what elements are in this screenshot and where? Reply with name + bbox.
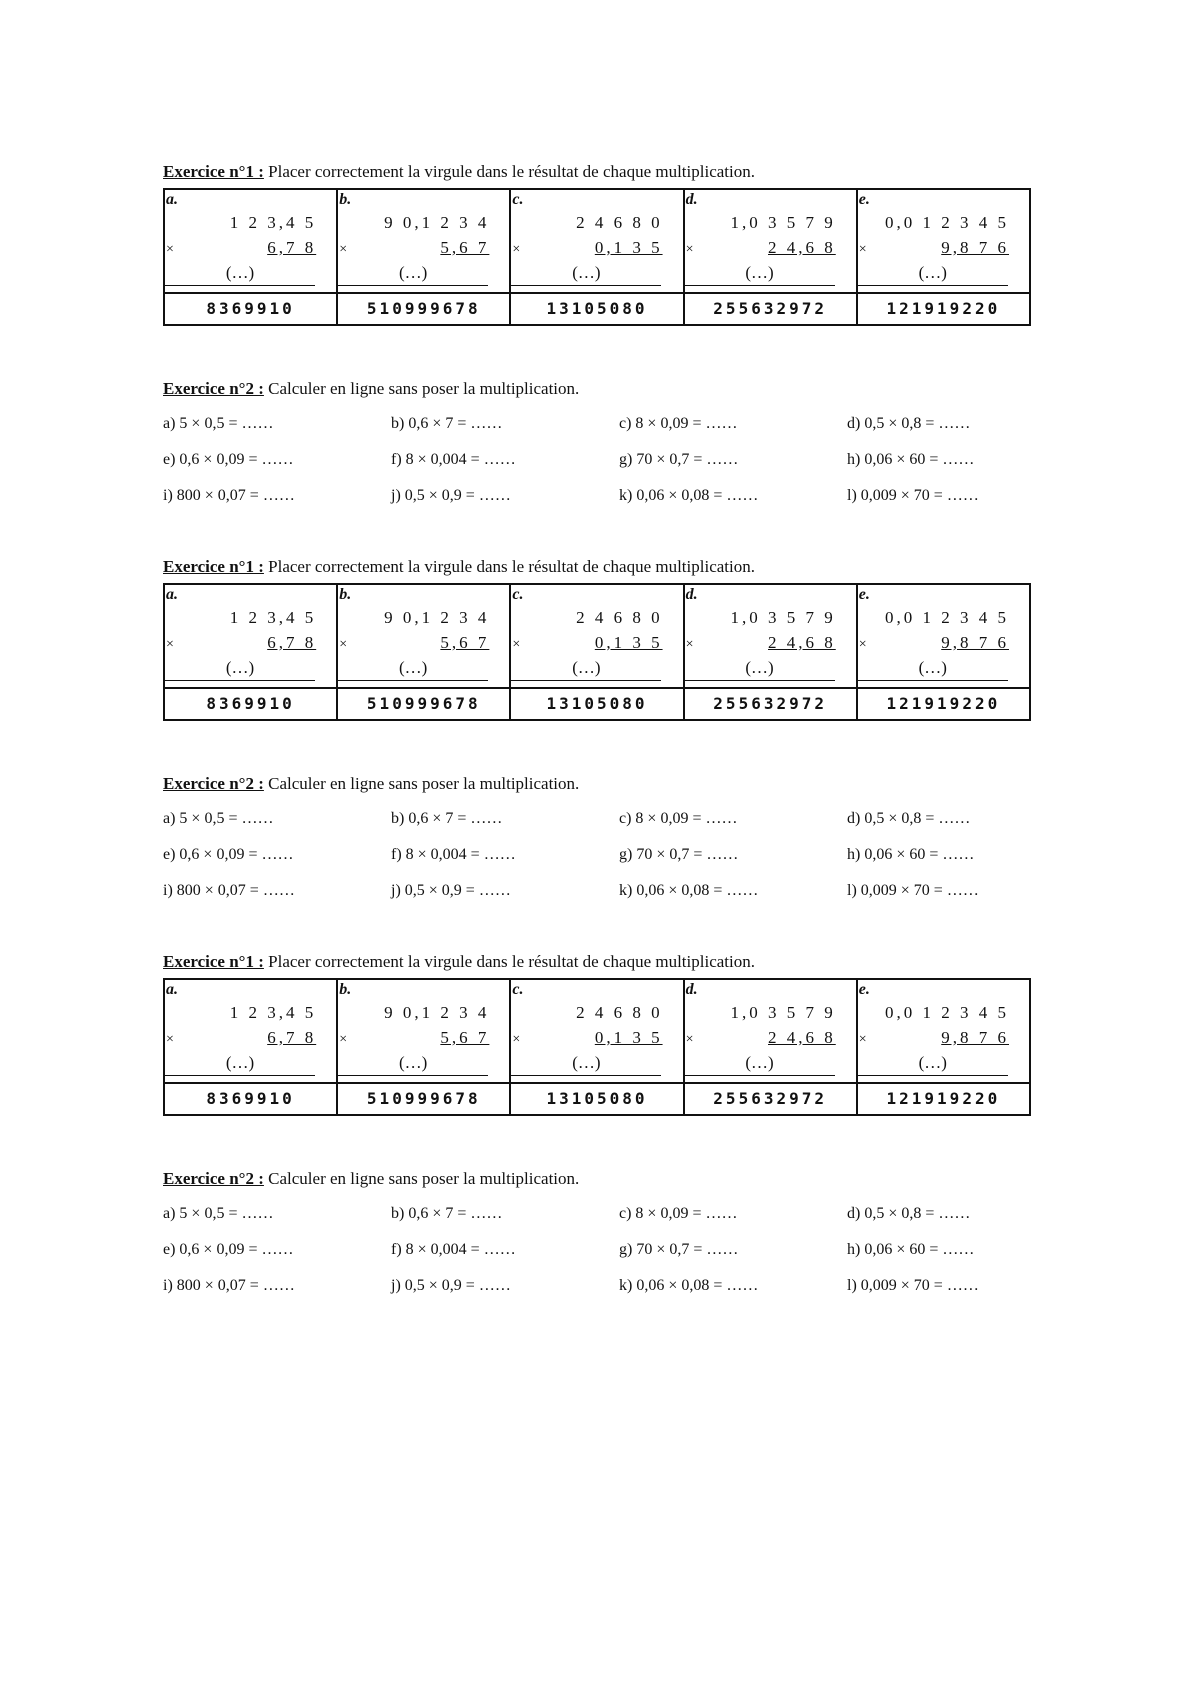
calc-item-b: b) 0,6 × 7 = …… <box>391 810 503 827</box>
times-sign: × <box>512 637 521 652</box>
factor-top: 2 4 6 8 0 <box>576 213 663 232</box>
exercise2-instruction: Calculer en ligne sans poser la multiplication. <box>268 379 580 398</box>
partial-products-placeholder: (…) <box>858 1053 1008 1076</box>
result-value: 8369910 <box>206 694 295 713</box>
calc-item-k: k) 0,06 × 0,08 = …… <box>619 1277 759 1294</box>
mult-cell-d <box>684 189 857 293</box>
cell-letter: c. <box>512 981 524 998</box>
times-sign: × <box>339 1032 348 1047</box>
factor-bottom: 6,7 8 <box>267 633 317 652</box>
partial-products-placeholder: (…) <box>511 1053 661 1076</box>
result-cell-d <box>684 1083 857 1115</box>
calc-item-l: l) 0,009 × 70 = …… <box>847 882 979 899</box>
result-cell-e <box>857 293 1030 325</box>
factor-top: 1 2 3,4 5 <box>229 213 317 232</box>
calculation-grid <box>163 412 1033 507</box>
calc-item-c: c) 8 × 0,09 = …… <box>619 415 738 432</box>
times-sign: × <box>685 242 694 257</box>
calc-item-g: g) 70 × 0,7 = …… <box>619 451 739 468</box>
factor-top: 0,0 1 2 3 4 5 <box>885 608 1009 627</box>
calc-item-f: f) 8 × 0,004 = …… <box>391 451 516 468</box>
cell-letter: e. <box>858 191 870 208</box>
calc-item-h: h) 0,06 × 60 = …… <box>847 1241 975 1258</box>
calc-item-a: a) 5 × 0,5 = …… <box>163 415 274 432</box>
factor-bottom: 9,8 7 6 <box>941 633 1009 652</box>
result-value: 510999678 <box>366 1089 481 1108</box>
cell-letter: e. <box>858 586 870 603</box>
multiplication-table <box>163 188 1031 326</box>
mult-cell-e <box>857 979 1030 1083</box>
result-value: 8369910 <box>206 1089 295 1108</box>
partial-products-placeholder: (…) <box>685 658 835 681</box>
result-value: 121919220 <box>886 694 1001 713</box>
calculation-grid <box>163 807 1033 902</box>
result-cell-a <box>164 293 337 325</box>
result-cell-b <box>337 1083 510 1115</box>
partial-products-placeholder: (…) <box>511 658 661 681</box>
result-cell-c <box>510 293 683 325</box>
times-sign: × <box>858 242 867 257</box>
factor-top: 0,0 1 2 3 4 5 <box>885 213 1009 232</box>
mult-cell-a <box>164 979 337 1083</box>
mult-cell-e <box>857 584 1030 688</box>
mult-cell-b <box>337 189 510 293</box>
calc-item-b: b) 0,6 × 7 = …… <box>391 415 503 432</box>
result-cell-a <box>164 1083 337 1115</box>
exercise1-instruction: Placer correctement la virgule dans le résultat de chaque multiplication. <box>268 162 755 181</box>
calc-item-i: i) 800 × 0,07 = …… <box>163 1277 295 1294</box>
partial-products-placeholder: (…) <box>511 263 661 286</box>
calculation-block-2 <box>163 772 1033 902</box>
times-sign: × <box>339 242 348 257</box>
mult-cell-c <box>510 584 683 688</box>
mult-cell-c <box>510 979 683 1083</box>
calculation-grid <box>163 1202 1033 1297</box>
factor-top: 2 4 6 8 0 <box>576 608 663 627</box>
calc-item-h: h) 0,06 × 60 = …… <box>847 451 975 468</box>
factor-top: 1,0 3 5 7 9 <box>730 608 836 627</box>
exercise2-label: Exercice n°2 : <box>163 1169 264 1188</box>
result-value: 13105080 <box>546 694 648 713</box>
partial-products-placeholder: (…) <box>685 1053 835 1076</box>
factor-bottom: 9,8 7 6 <box>941 1028 1009 1047</box>
factor-bottom: 0,1 3 5 <box>594 1028 663 1047</box>
cell-letter: a. <box>166 191 178 208</box>
times-sign: × <box>166 637 174 652</box>
factor-top: 1 2 3,4 5 <box>229 608 317 627</box>
calc-item-l: l) 0,009 × 70 = …… <box>847 487 979 504</box>
calc-item-i: i) 800 × 0,07 = …… <box>163 487 295 504</box>
result-cell-c <box>510 1083 683 1115</box>
factor-top: 1 2 3,4 5 <box>229 1003 317 1022</box>
mult-cell-a <box>164 189 337 293</box>
cell-letter: a. <box>166 586 178 603</box>
exercise2-title <box>163 377 1033 401</box>
calc-item-i: i) 800 × 0,07 = …… <box>163 882 295 899</box>
cell-letter: d. <box>685 981 698 998</box>
calc-item-b: b) 0,6 × 7 = …… <box>391 1205 503 1222</box>
worksheet-block-3 <box>163 950 1033 1116</box>
cell-letter: c. <box>512 586 524 603</box>
calc-item-j: j) 0,5 × 0,9 = …… <box>391 882 511 899</box>
factor-top: 9 0,1 2 3 4 <box>384 1003 490 1022</box>
calc-item-j: j) 0,5 × 0,9 = …… <box>391 487 511 504</box>
result-value: 121919220 <box>886 299 1001 318</box>
calc-item-e: e) 0,6 × 0,09 = …… <box>163 1241 294 1258</box>
factor-bottom: 5,6 7 <box>440 633 490 652</box>
factor-bottom: 0,1 3 5 <box>594 633 663 652</box>
exercise1-instruction: Placer correctement la virgule dans le résultat de chaque multiplication. <box>268 952 755 971</box>
calc-item-g: g) 70 × 0,7 = …… <box>619 846 739 863</box>
calc-item-k: k) 0,06 × 0,08 = …… <box>619 487 759 504</box>
mult-cell-d <box>684 584 857 688</box>
mult-cell-a <box>164 584 337 688</box>
calc-item-c: c) 8 × 0,09 = …… <box>619 810 738 827</box>
result-value: 13105080 <box>546 299 648 318</box>
result-cell-c <box>510 688 683 720</box>
factor-bottom: 9,8 7 6 <box>941 238 1009 257</box>
calc-item-c: c) 8 × 0,09 = …… <box>619 1205 738 1222</box>
times-sign: × <box>685 1032 694 1047</box>
calc-item-k: k) 0,06 × 0,08 = …… <box>619 882 759 899</box>
partial-products-placeholder: (…) <box>685 263 835 286</box>
factor-bottom: 2 4,6 8 <box>768 1028 836 1047</box>
result-cell-d <box>684 688 857 720</box>
partial-products-placeholder: (…) <box>338 658 488 681</box>
factor-bottom: 6,7 8 <box>267 238 317 257</box>
mult-cell-c <box>510 189 683 293</box>
times-sign: × <box>685 637 694 652</box>
exercise2-title <box>163 772 1033 796</box>
result-cell-e <box>857 688 1030 720</box>
factor-top: 2 4 6 8 0 <box>576 1003 663 1022</box>
partial-products-placeholder: (…) <box>858 658 1008 681</box>
cell-letter: e. <box>858 981 870 998</box>
calc-item-a: a) 5 × 0,5 = …… <box>163 810 274 827</box>
factor-bottom: 2 4,6 8 <box>768 238 836 257</box>
multiplication-table <box>163 583 1031 721</box>
calc-item-d: d) 0,5 × 0,8 = …… <box>847 415 971 432</box>
factor-bottom: 5,6 7 <box>440 1028 490 1047</box>
result-cell-a <box>164 688 337 720</box>
partial-products-placeholder: (…) <box>165 658 315 681</box>
partial-products-placeholder: (…) <box>338 1053 488 1076</box>
cell-letter: b. <box>339 191 352 208</box>
calc-item-f: f) 8 × 0,004 = …… <box>391 846 516 863</box>
exercise1-title <box>163 555 1033 579</box>
calc-item-j: j) 0,5 × 0,9 = …… <box>391 1277 511 1294</box>
times-sign: × <box>512 242 521 257</box>
result-value: 8369910 <box>206 299 295 318</box>
cell-letter: d. <box>685 191 698 208</box>
mult-cell-e <box>857 189 1030 293</box>
times-sign: × <box>858 637 867 652</box>
calculation-block-3 <box>163 1167 1033 1297</box>
calc-item-a: a) 5 × 0,5 = …… <box>163 1205 274 1222</box>
exercise2-label: Exercice n°2 : <box>163 379 264 398</box>
result-cell-b <box>337 688 510 720</box>
factor-top: 9 0,1 2 3 4 <box>384 608 490 627</box>
partial-products-placeholder: (…) <box>338 263 488 286</box>
result-cell-e <box>857 1083 1030 1115</box>
times-sign: × <box>166 242 174 257</box>
result-cell-d <box>684 293 857 325</box>
calc-item-f: f) 8 × 0,004 = …… <box>391 1241 516 1258</box>
result-value: 13105080 <box>546 1089 648 1108</box>
cell-letter: b. <box>339 586 352 603</box>
exercise1-label: Exercice n°1 : <box>163 162 264 181</box>
exercise1-label: Exercice n°1 : <box>163 952 264 971</box>
calc-item-e: e) 0,6 × 0,09 = …… <box>163 846 294 863</box>
exercise1-title <box>163 950 1033 974</box>
result-value: 510999678 <box>366 299 481 318</box>
factor-top: 1,0 3 5 7 9 <box>730 213 836 232</box>
mult-cell-d <box>684 979 857 1083</box>
result-value: 121919220 <box>886 1089 1001 1108</box>
exercise2-label: Exercice n°2 : <box>163 774 264 793</box>
times-sign: × <box>339 637 348 652</box>
exercise1-label: Exercice n°1 : <box>163 557 264 576</box>
times-sign: × <box>858 1032 867 1047</box>
factor-top: 1,0 3 5 7 9 <box>730 1003 836 1022</box>
factor-top: 0,0 1 2 3 4 5 <box>885 1003 1009 1022</box>
result-value: 255632972 <box>713 299 827 318</box>
result-value: 255632972 <box>713 694 827 713</box>
partial-products-placeholder: (…) <box>858 263 1008 286</box>
factor-bottom: 6,7 8 <box>267 1028 317 1047</box>
cell-letter: b. <box>339 981 352 998</box>
factor-bottom: 5,6 7 <box>440 238 490 257</box>
calc-item-g: g) 70 × 0,7 = …… <box>619 1241 739 1258</box>
cell-letter: d. <box>685 586 698 603</box>
exercise1-title <box>163 160 1033 184</box>
cell-letter: a. <box>166 981 178 998</box>
exercise2-instruction: Calculer en ligne sans poser la multiplication. <box>268 774 580 793</box>
result-value: 510999678 <box>366 694 481 713</box>
worksheet-block-1 <box>163 160 1033 326</box>
calc-item-d: d) 0,5 × 0,8 = …… <box>847 1205 971 1222</box>
mult-cell-b <box>337 979 510 1083</box>
calc-item-e: e) 0,6 × 0,09 = …… <box>163 451 294 468</box>
result-value: 255632972 <box>713 1089 827 1108</box>
exercise2-title <box>163 1167 1033 1191</box>
times-sign: × <box>512 1032 521 1047</box>
mult-cell-b <box>337 584 510 688</box>
partial-products-placeholder: (…) <box>165 1053 315 1076</box>
result-cell-b <box>337 293 510 325</box>
factor-bottom: 0,1 3 5 <box>594 238 663 257</box>
calc-item-d: d) 0,5 × 0,8 = …… <box>847 810 971 827</box>
calc-item-h: h) 0,06 × 60 = …… <box>847 846 975 863</box>
exercise1-instruction: Placer correctement la virgule dans le résultat de chaque multiplication. <box>268 557 755 576</box>
partial-products-placeholder: (…) <box>165 263 315 286</box>
factor-bottom: 2 4,6 8 <box>768 633 836 652</box>
calculation-block-1 <box>163 377 1033 507</box>
times-sign: × <box>166 1032 174 1047</box>
worksheet-block-2 <box>163 555 1033 721</box>
exercise2-instruction: Calculer en ligne sans poser la multiplication. <box>268 1169 580 1188</box>
factor-top: 9 0,1 2 3 4 <box>384 213 490 232</box>
calc-item-l: l) 0,009 × 70 = …… <box>847 1277 979 1294</box>
multiplication-table <box>163 978 1031 1116</box>
cell-letter: c. <box>512 191 524 208</box>
